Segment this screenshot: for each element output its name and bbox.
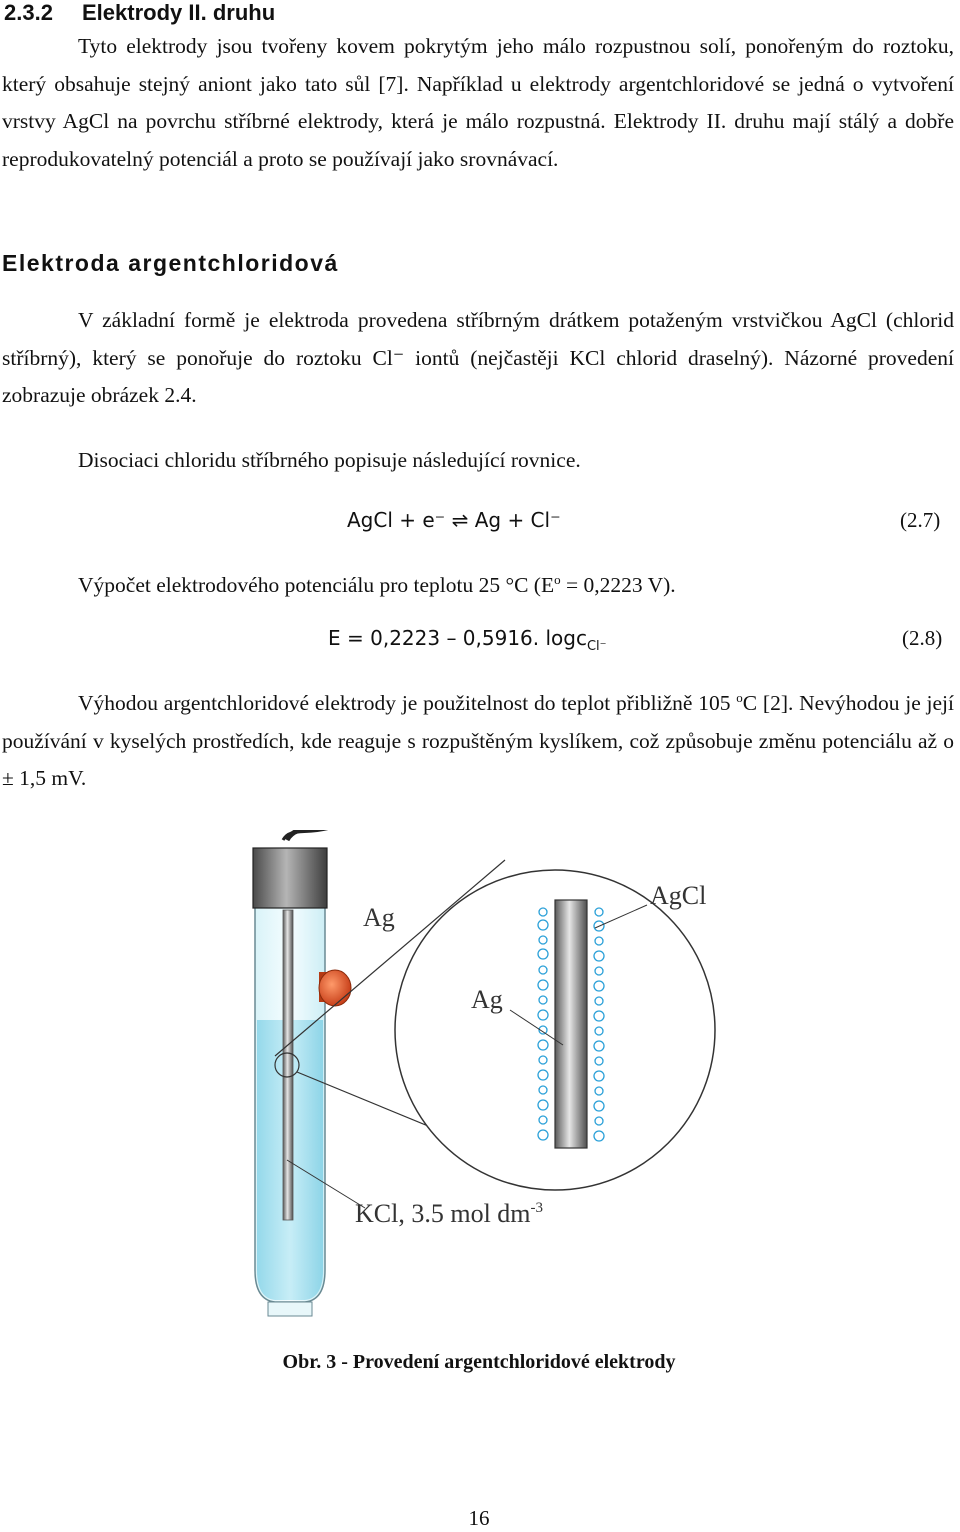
label-ag-zoom: Ag bbox=[471, 985, 503, 1014]
equation-2-7: AgCl + e⁻ ⇌ Ag + Cl⁻ bbox=[347, 508, 561, 532]
page-number: 16 bbox=[468, 1506, 490, 1530]
equation-2-8-number: (2.8) bbox=[902, 626, 943, 650]
label-agcl: AgCl bbox=[650, 881, 707, 910]
label-kcl-text: KCl, 3.5 mol dm bbox=[355, 1199, 531, 1228]
paragraph-dissociation bbox=[2, 442, 954, 480]
electrode-diagram bbox=[235, 830, 725, 1330]
figure-caption: Obr. 3 - Provedení argentchloridové elektrody bbox=[282, 1351, 676, 1373]
section-number: 2.3.2 bbox=[4, 0, 53, 25]
section-title: Elektrody II. druhu bbox=[82, 0, 276, 25]
paragraph-potential-pre: Výpočet elektrodového potenciálu pro teplotu 25 °C (E bbox=[78, 573, 555, 598]
label-kcl-superscript: -3 bbox=[530, 1200, 544, 1216]
paragraph-intro bbox=[2, 28, 954, 178]
electrode-figure bbox=[235, 830, 725, 1330]
equation-2-8-main: E = 0,2223 – 0,5916. logc bbox=[328, 626, 587, 650]
equation-2-7-number: (2.7) bbox=[900, 508, 941, 532]
label-ag-left: Ag bbox=[363, 903, 395, 932]
paragraph-intro-text: Tyto elektrody jsou tvořeny kovem pokrytým jeho málo rozpustnou solí, ponořeným do roztoku, který obsahuje stejný aniont jako tato sůl [7]. Například u elektrody argentchloridové se jedná o vytvoření vrstvy AgCl na povrchu stříbrné elektrody, která je málo rozpustná. Elektrody II. druhu mají stálý a dobře reprodukovatelný potenciál a proto se používají jako srovnávací. bbox=[2, 34, 954, 171]
superscript-o-temp: o bbox=[736, 690, 743, 705]
section-heading bbox=[4, 0, 275, 26]
paragraph-dissociation-text: Disociaci chloridu stříbrného popisuje následující rovnice. bbox=[78, 448, 581, 472]
paragraph-advantages bbox=[2, 679, 954, 798]
paragraph-potential bbox=[2, 561, 954, 605]
equation-2-8-subscript: Cl⁻ bbox=[586, 639, 607, 654]
equation-2-8 bbox=[328, 626, 607, 654]
superscript-o: o bbox=[554, 572, 561, 587]
paragraph-description bbox=[2, 302, 954, 415]
label-kcl bbox=[355, 1199, 543, 1228]
subheading: Elektroda argentchloridová bbox=[2, 250, 339, 276]
paragraph-advantages-post: C [2]. Nevýhodou je její používání v kyselých prostředích, kde reaguje s rozpuštěným kyslíkem, což způsobuje změnu potenciálu až o ± 1,5 mV. bbox=[2, 691, 954, 791]
paragraph-description-text: V základní formě je elektroda provedena stříbrným drátkem potaženým vrstvičkou AgCl (chlorid stříbrný), který se ponořuje do roztoku Cl⁻ iontů (nejčastěji KCl chlorid draselný). Názorné provedení zobrazuje obrázek 2.4. bbox=[2, 308, 954, 407]
paragraph-potential-post: = 0,2223 V). bbox=[560, 573, 676, 598]
paragraph-advantages-pre: Výhodou argentchloridové elektrody je použitelnost do teplot přibližně 105 bbox=[78, 691, 737, 716]
